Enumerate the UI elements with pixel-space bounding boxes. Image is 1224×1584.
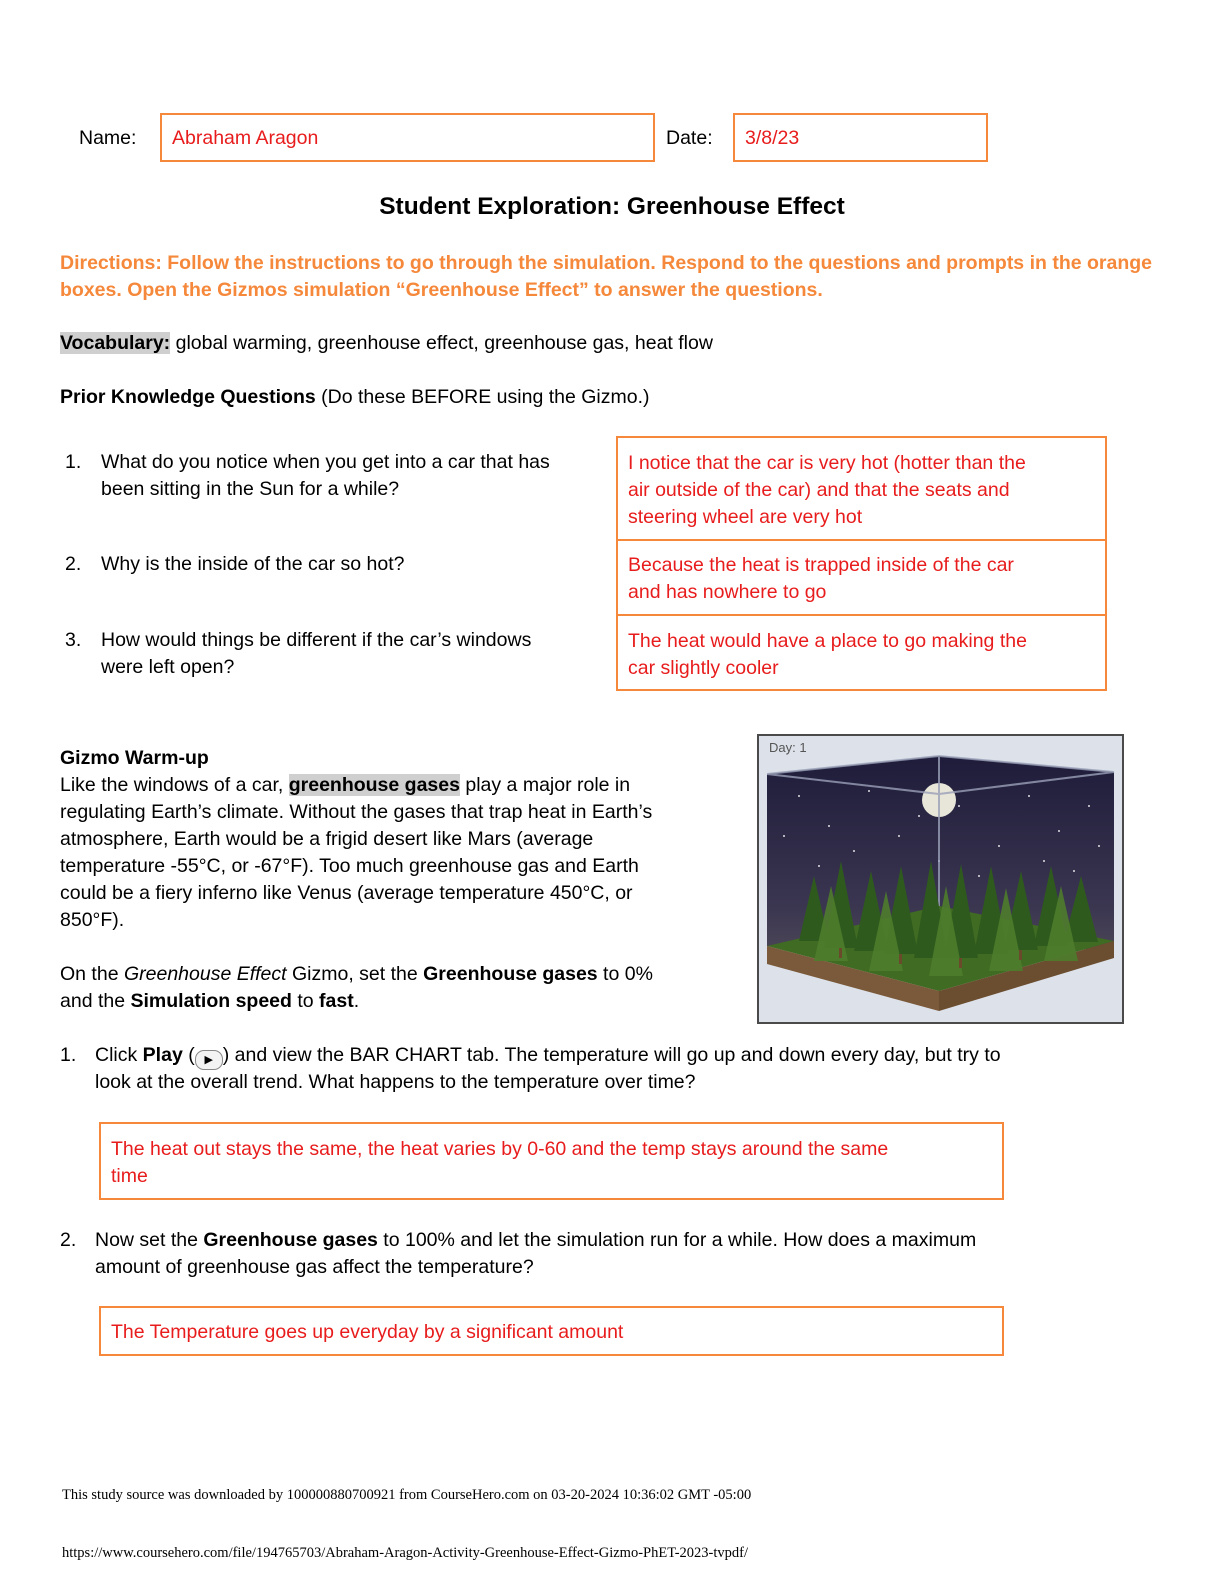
question-number: 1. (60, 1044, 77, 1066)
vocabulary-line (60, 330, 713, 357)
warmup-text: to (291, 990, 320, 1012)
date-field[interactable] (733, 113, 988, 162)
gizmo-name: Greenhouse Effect (123, 963, 287, 985)
directions-text: Directions: Follow the instructions to go through the simulation. Respond to the questions and prompts in the orange boxes. Open the Gizmos simulation “Greenhouse Effect” to answer the questions. (60, 252, 1152, 301)
prior-knowledge-heading (60, 384, 650, 411)
play-icon[interactable]: ▶ (195, 1050, 223, 1070)
simulation-image (757, 734, 1124, 1024)
warmup-text: . (353, 990, 360, 1012)
answer-line: car slightly cooler (628, 657, 779, 679)
warmup-section (60, 745, 740, 1015)
answer-line: The heat would have a place to go making the (628, 630, 1027, 652)
answer-line: time (111, 1165, 148, 1187)
question-text: ( (182, 1044, 195, 1066)
warmup-text: and the (60, 990, 131, 1012)
source-notice: This study source was downloaded by 100000880700921 from CourseHero.com on 03-20-2024 10:36:02 GMT -05:00 (62, 1487, 752, 1503)
page-title: Student Exploration: Greenhouse Effect (379, 193, 845, 220)
answer-line: I notice that the car is very hot (hotter than the (628, 452, 1026, 474)
activity-question-1 (60, 1042, 1160, 1093)
activity-answer-box-1[interactable] (99, 1122, 1004, 1200)
question-text: What do you notice when you get into a car that has (101, 451, 550, 473)
activity-question-2 (60, 1227, 1160, 1278)
question-text: to 100% and let the simulation run for a while. How does a maximum (377, 1229, 977, 1251)
question-text: Why is the inside of the car so hot? (101, 553, 405, 575)
warmup-text: Gizmo, set the (286, 963, 424, 985)
warmup-heading: Gizmo Warm-up (60, 747, 209, 769)
warmup-text: Like the windows of a car, (60, 774, 289, 796)
question-text: look at the overall trend. What happens to the temperature over time? (95, 1071, 696, 1093)
warmup-text: temperature -55°C, or -67°F). Too much greenhouse gas and Earth (60, 855, 639, 877)
warmup-text: play a major role in (459, 774, 631, 796)
date-label: Date: (666, 127, 713, 149)
vocabulary-label: Vocabulary: (60, 332, 171, 354)
warmup-text: could be a fiery inferno like Venus (average temperature 450°C, or (60, 882, 633, 904)
prior-knowledge-note: (Do these BEFORE using the Gizmo.) (321, 386, 650, 408)
prior-knowledge-title: Prior Knowledge Questions (60, 386, 316, 408)
answer-line: The heat out stays the same, the heat varies by 0-60 and the temp stays around the same (111, 1138, 889, 1160)
answer-line: and has nowhere to go (628, 581, 827, 603)
question-text: Click (95, 1044, 143, 1066)
question-number: 2. (65, 553, 82, 575)
play-label: Play (142, 1044, 183, 1066)
warmup-text: to 0% (597, 963, 653, 985)
question-number: 3. (65, 629, 82, 651)
warmup-text: atmosphere, Earth would be a frigid desert like Mars (average (60, 828, 594, 850)
warmup-text: 850°F). (60, 909, 125, 931)
answer-line: The Temperature goes up everyday by a significant amount (111, 1321, 624, 1343)
question-text: How would things be different if the car’s windows (101, 629, 532, 651)
answer-box-1[interactable] (616, 436, 1107, 541)
warmup-text: On the (60, 963, 124, 985)
activity-answer-box-2[interactable] (99, 1306, 1004, 1356)
greenhouse-cube-illustration (759, 736, 1122, 1022)
name-label: Name: (79, 127, 137, 149)
vocabulary-terms: global warming, greenhouse effect, greenhouse gas, heat flow (175, 332, 713, 354)
source-url[interactable]: https://www.coursehero.com/file/194765703/Abraham-Aragon-Activity-Greenhouse-Effect-Gizmo-PhET-2023-tvpdf/ (62, 1545, 749, 1561)
question-text: were left open? (101, 656, 235, 678)
greenhouse-gases-setting: Greenhouse gases (203, 1229, 378, 1251)
answer-box-3[interactable] (616, 614, 1107, 691)
question-text: Now set the (95, 1229, 204, 1251)
answer-box-2[interactable] (616, 539, 1107, 616)
fast-setting: fast (319, 990, 354, 1012)
question-number: 1. (65, 451, 82, 473)
simulation-speed-setting: Simulation speed (130, 990, 292, 1012)
answer-line: Because the heat is trapped inside of the car (628, 554, 1014, 576)
day-counter: Day: 1 (769, 740, 807, 755)
name-field[interactable] (160, 113, 655, 162)
answer-line: steering wheel are very hot (628, 506, 863, 528)
greenhouse-gases-setting: Greenhouse gases (423, 963, 598, 985)
question-text: amount of greenhouse gas affect the temperature? (95, 1256, 534, 1278)
warmup-text: regulating Earth’s climate. Without the gases that trap heat in Earth’s (60, 801, 653, 823)
answer-line: air outside of the car) and that the seats and (628, 479, 1010, 501)
question-text: ) and view the BAR CHART tab. The temperature will go up and down every day, but try to (222, 1044, 1001, 1066)
date-value: 3/8/23 (745, 127, 800, 149)
question-number: 2. (60, 1229, 77, 1251)
greenhouse-gases-highlight: greenhouse gases (288, 774, 460, 796)
name-value: Abraham Aragon (172, 127, 319, 149)
question-text: been sitting in the Sun for a while? (101, 478, 400, 500)
